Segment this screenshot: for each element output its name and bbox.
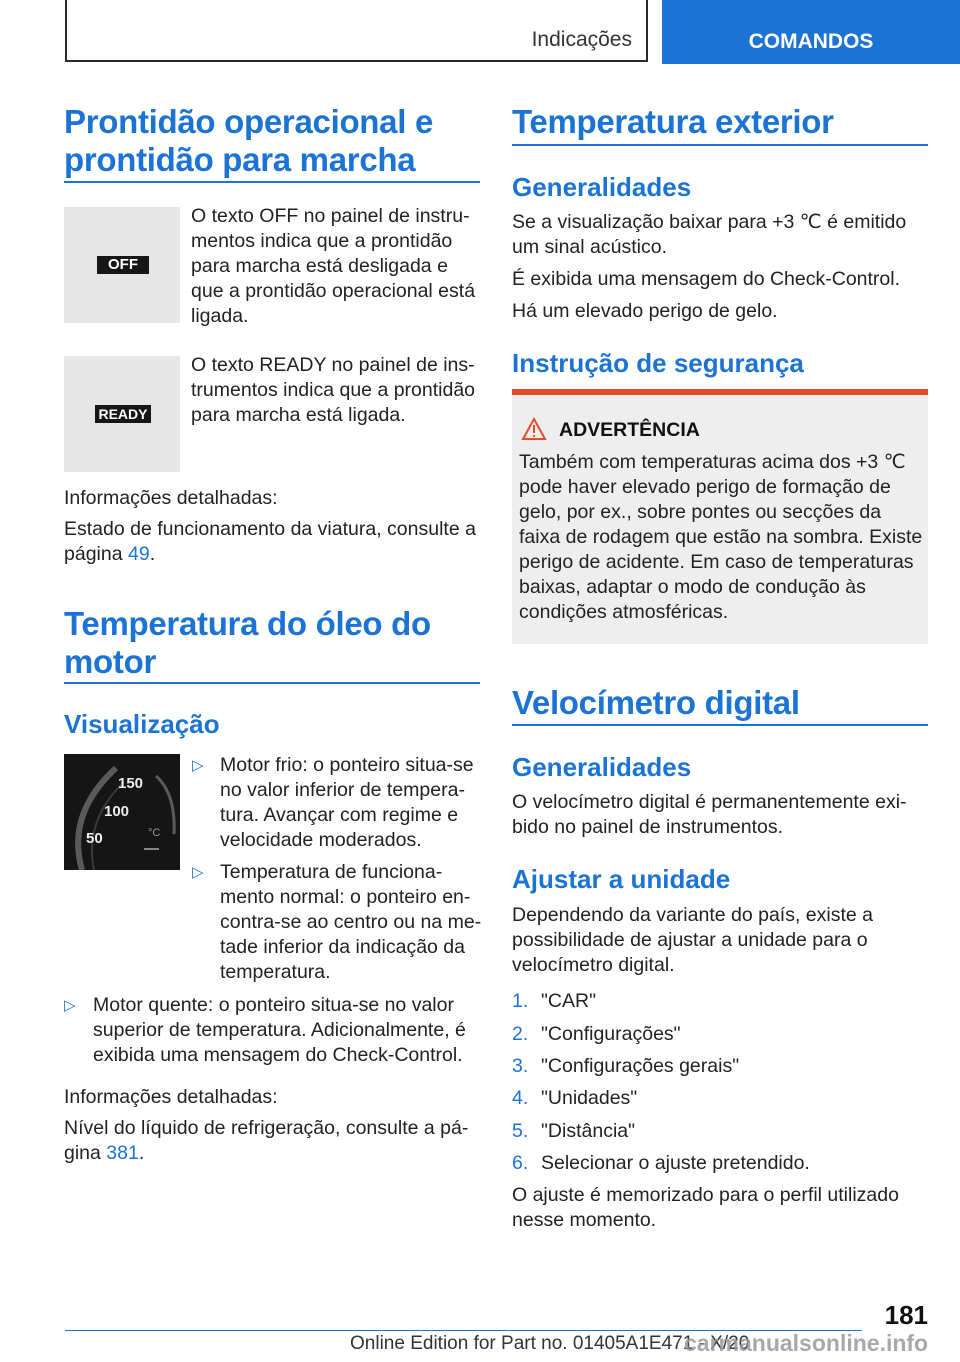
page-number: 181 bbox=[884, 1300, 928, 1330]
warning-text: Também com temperaturas acima dos +3 ℃ pode haver elevado perigo de formação de gelo, por ex., sobre pontes ou secções da faixa de rodagem que estão na sombra. Existe perigo de acidente. Em caso de temperaturas baixas, adaptar o modo de condução às condições atmosféricas. bbox=[519, 451, 923, 623]
step-number: 1. bbox=[512, 990, 529, 1012]
section-title-readiness: Prontidão operacional e prontidão para marcha bbox=[64, 103, 434, 178]
section-rule bbox=[64, 682, 480, 684]
step-general-settings: "Configurações gerais" bbox=[541, 1055, 740, 1077]
info-label-2: Informações detalhadas: bbox=[64, 1086, 278, 1108]
paragraph-acoustic-signal: Se a visualização baixar para +3 ℃ é emitido um sinal acústico. bbox=[512, 211, 907, 258]
warning-box bbox=[512, 389, 928, 644]
section-title-digital-speedometer: Velocímetro digital bbox=[512, 684, 800, 721]
header-chapter-tab: COMANDOS bbox=[662, 0, 960, 64]
info-paragraph-2 bbox=[64, 1116, 480, 1166]
step-distance: "Distância" bbox=[541, 1120, 636, 1142]
step-settings: "Configurações" bbox=[541, 1023, 681, 1045]
subsection-title-safety: Instrução de segurança bbox=[512, 348, 804, 378]
ready-indicator-image bbox=[64, 356, 180, 472]
paragraph-ice-danger: Há um elevado perigo de gelo. bbox=[512, 300, 778, 322]
page-link-49[interactable]: 49 bbox=[127, 543, 150, 565]
bullet-normal-temp: Temperatura de funcionamento normal: o ponteiro encontra-se ao centro ou na metade inferior da indicação da temperatura. bbox=[220, 861, 482, 983]
subsection-title-adjust-unit: Ajustar a unidade bbox=[512, 864, 731, 894]
page-link-381[interactable]: 381 bbox=[106, 1142, 139, 1164]
section-rule bbox=[512, 144, 928, 146]
step-number: 6. bbox=[512, 1152, 529, 1174]
info-text-2: Nível do líquido de refrigeração, consulte a página bbox=[64, 1117, 469, 1164]
info-paragraph bbox=[64, 517, 480, 567]
section-title-outside-temp: Temperatura exterior bbox=[512, 103, 834, 140]
subsection-title-general: Generalidades bbox=[512, 172, 692, 202]
bullet-hot-engine: Motor quente: o ponteiro situa-se no valor superior de temperatura. Adicionalmente, é exibida uma mensagem do Check-Control. bbox=[93, 994, 466, 1066]
gauge-mark-50: 50 bbox=[86, 830, 103, 847]
bullet-triangle-icon: ▷ bbox=[192, 864, 204, 881]
info-tail: . bbox=[149, 543, 156, 565]
off-description: O texto OFF no painel de instrumentos indica que a prontidão para marcha está desligada e que a prontidão operacional está ligada. bbox=[191, 205, 476, 327]
warning-triangle-icon bbox=[521, 417, 547, 441]
paragraph-check-control: É exibida uma mensagem do Check-Control. bbox=[512, 268, 901, 290]
step-car: "CAR" bbox=[541, 990, 597, 1012]
ready-badge: READY bbox=[95, 405, 151, 423]
section-rule bbox=[512, 724, 928, 726]
paragraph-adjust-unit: Dependendo da variante do país, existe a possibilidade de ajustar a unidade para o velocímetro digital. bbox=[512, 904, 874, 976]
step-select: Selecionar o ajuste pretendido. bbox=[541, 1152, 810, 1174]
step-number: 5. bbox=[512, 1120, 529, 1142]
watermark-text: carmanualsonline.info bbox=[684, 1330, 929, 1356]
gauge-graphic bbox=[64, 754, 180, 870]
step-number: 4. bbox=[512, 1087, 529, 1109]
warning-rule bbox=[512, 389, 928, 395]
bullet-cold-engine: Motor frio: o ponteiro situa-se no valor inferior de temperatura. Avançar com regime e velocidade moderados. bbox=[220, 754, 474, 851]
section-rule bbox=[64, 181, 480, 183]
oil-temperature-gauge-image bbox=[64, 754, 180, 870]
info-text: Estado de funcionamento da viatura, consulte a página bbox=[64, 518, 476, 565]
off-indicator-image bbox=[64, 207, 180, 323]
info-label: Informações detalhadas: bbox=[64, 487, 278, 509]
ready-description: O texto READY no painel de instrumentos indica que a prontidão para marcha está ligada. bbox=[191, 354, 476, 426]
paragraph-speedometer: O velocímetro digital é permanentemente exibido no painel de instrumentos. bbox=[512, 791, 907, 838]
step-number: 3. bbox=[512, 1055, 529, 1077]
header-section-label: Indicações bbox=[531, 28, 632, 51]
warning-title: ADVERTÊNCIA bbox=[559, 419, 700, 441]
subsection-title-general-2: Generalidades bbox=[512, 752, 692, 782]
svg-text:°C: °C bbox=[148, 827, 161, 839]
step-units: "Unidades" bbox=[541, 1087, 638, 1109]
subsection-title-display: Visualização bbox=[64, 709, 220, 739]
gauge-mark-100: 100 bbox=[104, 803, 130, 820]
info-tail-2: . bbox=[138, 1142, 145, 1164]
section-title-oil-temp: Temperatura do óleo do motor bbox=[64, 605, 431, 680]
bullet-triangle-icon: ▷ bbox=[64, 997, 76, 1014]
paragraph-memorized: O ajuste é memorizado para o perfil utilizado nesse momento. bbox=[512, 1184, 899, 1231]
bullet-triangle-icon: ▷ bbox=[192, 757, 204, 774]
footer-edition: Online Edition for Part no. 01405A1E471 - X/20 bbox=[350, 1333, 750, 1354]
header-section-tab bbox=[65, 0, 648, 62]
off-badge: OFF bbox=[97, 256, 149, 274]
gauge-mark-150: 150 bbox=[118, 775, 144, 792]
step-number: 2. bbox=[512, 1023, 529, 1045]
